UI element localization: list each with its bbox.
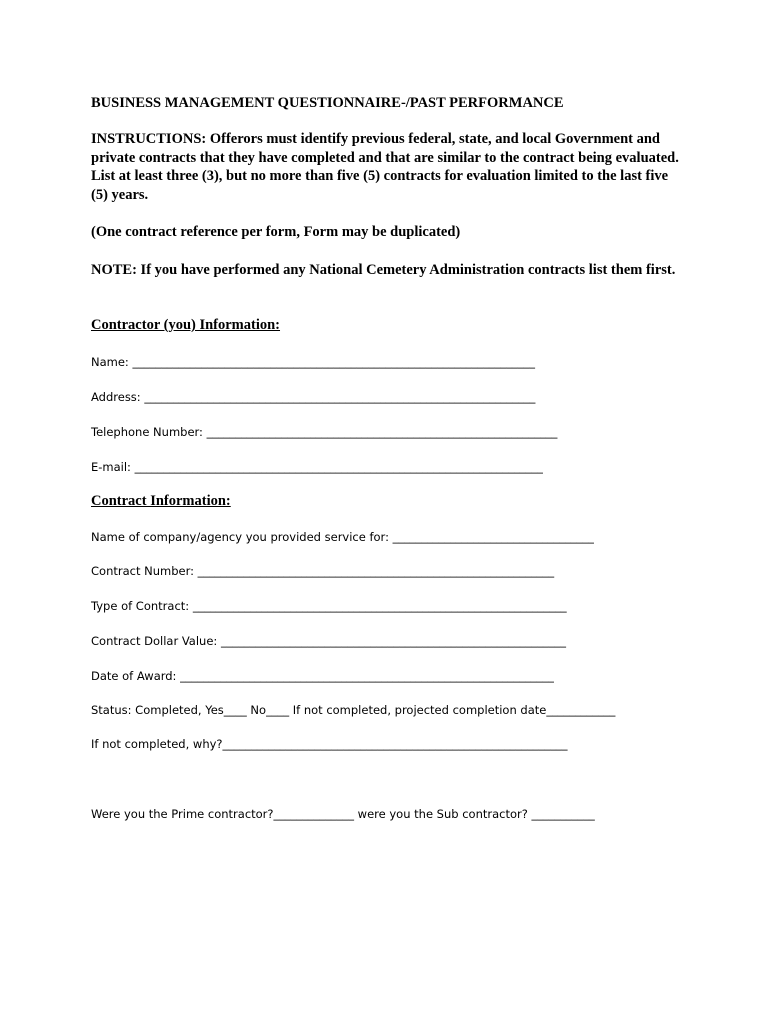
- contract-number-blank[interactable]: ______________________________________________________________: [197, 564, 555, 578]
- instructions-paragraph: [91, 130, 681, 204]
- prime-label: Were you the Prime contractor?: [91, 807, 274, 821]
- projected-completion-label: If not completed, projected completion date: [289, 703, 547, 717]
- status-label: Status: Completed, Yes: [91, 703, 224, 717]
- email-blank[interactable]: _______________________________________________________________________: [134, 460, 543, 474]
- address-label: Address:: [91, 390, 145, 404]
- award-date-field[interactable]: [91, 669, 554, 683]
- sub-blank[interactable]: ___________: [531, 807, 595, 821]
- contract-heading: Contract Information:: [91, 493, 231, 509]
- instructions-label: INSTRUCTIONS: [91, 131, 202, 147]
- contract-type-blank[interactable]: _________________________________________________________________: [192, 599, 567, 613]
- company-label: Name of company/agency you provided service for:: [91, 530, 393, 544]
- why-blank[interactable]: ____________________________________________________________: [222, 737, 568, 751]
- dollar-value-blank[interactable]: ____________________________________________________________: [220, 634, 566, 648]
- prime-sub-field[interactable]: [91, 807, 595, 821]
- company-blank[interactable]: ___________________________________: [392, 530, 594, 544]
- telephone-field[interactable]: [91, 425, 557, 439]
- telephone-blank[interactable]: _____________________________________________________________: [206, 425, 558, 439]
- projected-completion-blank[interactable]: ____________: [546, 703, 616, 717]
- note-paragraph: NOTE: If you have performed any National Cemetery Administration contracts list them first.: [91, 262, 676, 278]
- status-field[interactable]: [91, 703, 615, 717]
- telephone-label: Telephone Number:: [91, 425, 207, 439]
- contract-number-field[interactable]: [91, 564, 554, 578]
- status-yes-blank[interactable]: ____: [223, 703, 247, 717]
- dollar-value-label: Contract Dollar Value:: [91, 634, 221, 648]
- instructions-text: : Offerors must identify previous federal, state, and local Government and private contracts that they have completed and that are similar to the contract being evaluated. List at least three (3), but no more than five (5) contracts for evaluation limited to the last five (5) years.: [91, 131, 679, 203]
- email-field[interactable]: [91, 460, 543, 474]
- name-label: Name:: [91, 355, 133, 369]
- address-field[interactable]: [91, 390, 535, 404]
- award-date-blank[interactable]: _________________________________________________________________: [180, 669, 554, 683]
- award-date-label: Date of Award:: [91, 669, 181, 683]
- status-no-label: No: [246, 703, 267, 717]
- dollar-value-field[interactable]: [91, 634, 566, 648]
- contract-type-label: Type of Contract:: [91, 599, 193, 613]
- prime-blank[interactable]: ______________: [273, 807, 355, 821]
- email-label: E-mail:: [91, 460, 135, 474]
- name-field[interactable]: [91, 355, 535, 369]
- contractor-heading: Contractor (you) Information:: [91, 317, 281, 333]
- company-field[interactable]: [91, 530, 594, 544]
- sub-label: were you the Sub contractor?: [354, 807, 532, 821]
- one-contract-note: (One contract reference per form, Form may be duplicated): [91, 224, 461, 240]
- why-field[interactable]: [91, 737, 568, 751]
- document-title: BUSINESS MANAGEMENT QUESTIONNAIRE-/PAST PERFORMANCE: [91, 95, 564, 111]
- address-blank[interactable]: ____________________________________________________________________: [144, 390, 536, 404]
- contract-number-label: Contract Number:: [91, 564, 198, 578]
- name-blank[interactable]: ______________________________________________________________________: [132, 355, 535, 369]
- contract-type-field[interactable]: [91, 599, 567, 613]
- why-label: If not completed, why?: [91, 737, 223, 751]
- status-no-blank[interactable]: ____: [266, 703, 290, 717]
